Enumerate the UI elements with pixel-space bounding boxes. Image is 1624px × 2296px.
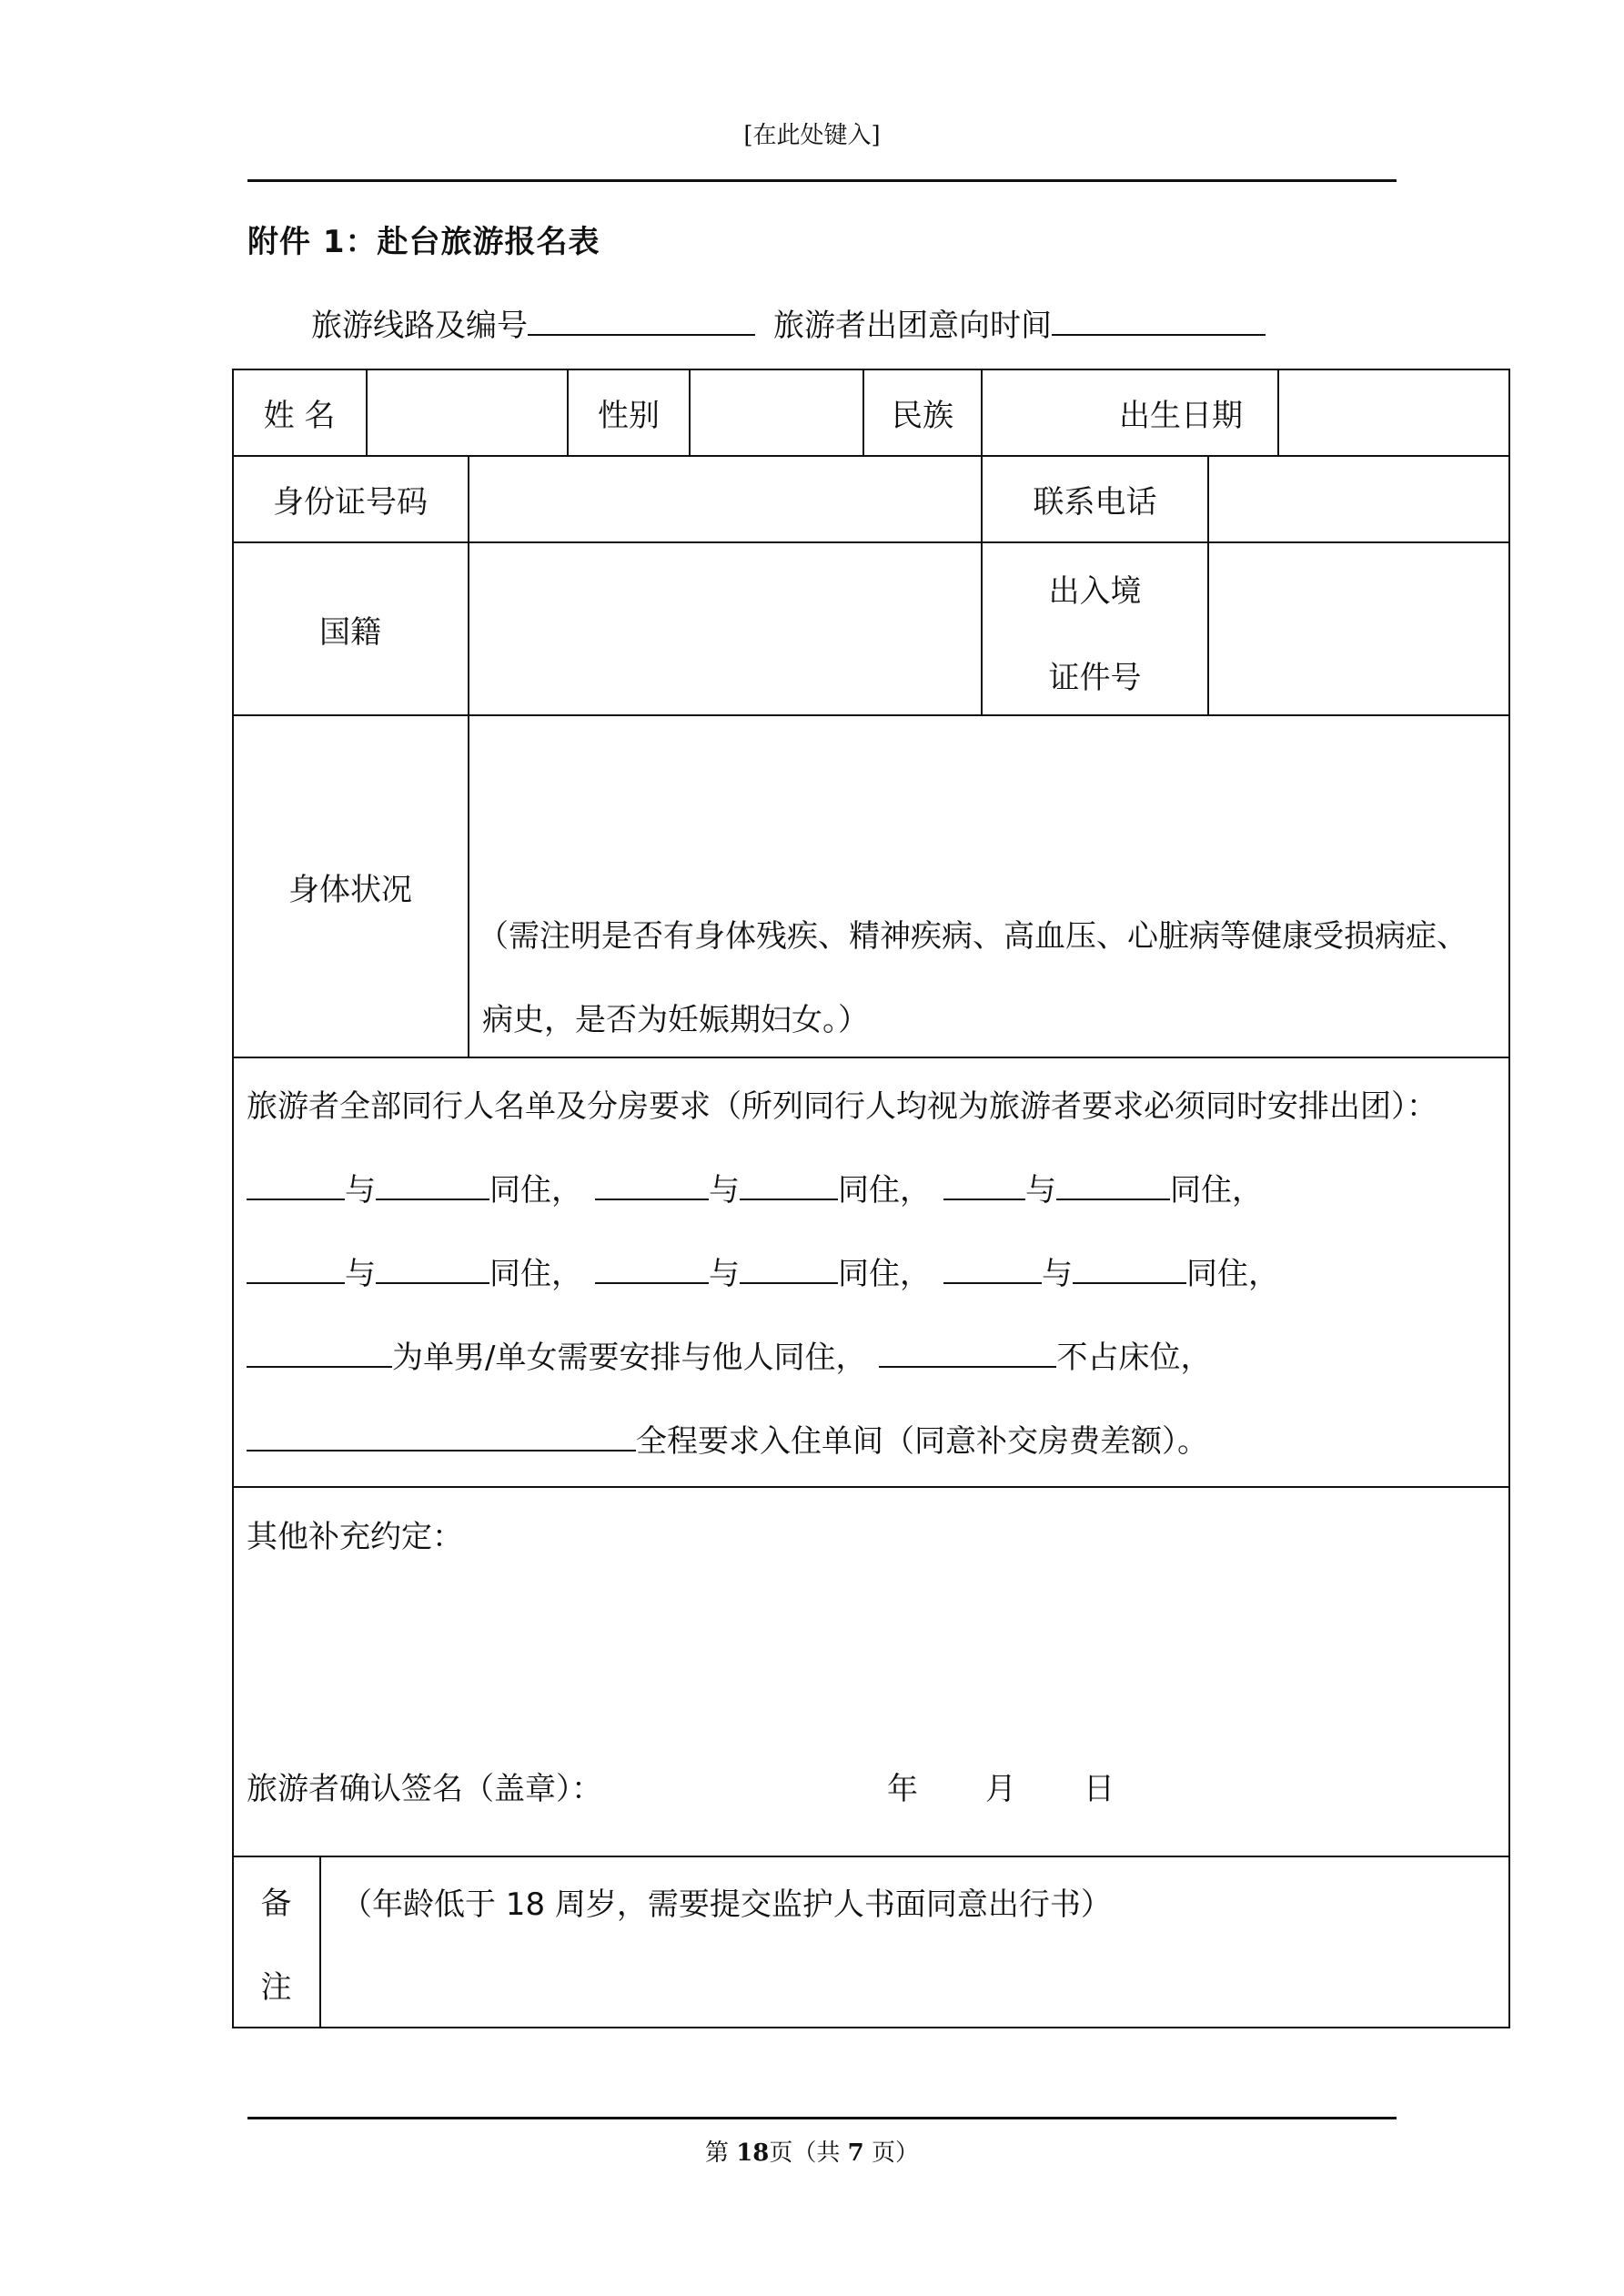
rooming-blank[interactable]	[376, 1168, 489, 1200]
with-text: 与	[1025, 1172, 1056, 1209]
health-note-line1: （需注明是否有身体残疾、精神疾病、高血压、心脏病等健康受损病症、	[478, 917, 1468, 955]
page-number: 18	[736, 2139, 770, 2167]
birth-date-label: 出生日期	[1119, 397, 1243, 434]
id-number-label: 身份证号码	[273, 484, 428, 521]
footer-suffix: 页）	[863, 2139, 920, 2167]
rooming-blank[interactable]	[1056, 1168, 1170, 1200]
single-room-text: 全程要求入住单间（同意补交房费差额）。	[636, 1423, 1208, 1460]
live-together-text: 同住，	[489, 1256, 582, 1292]
id-number-input[interactable]	[469, 456, 982, 542]
total-pages: 7	[847, 2139, 864, 2167]
gender-label: 性别	[598, 397, 660, 434]
rooming-line-2	[247, 1249, 1279, 1293]
registration-form	[232, 369, 1510, 2028]
no-bed-text: 不占床位，	[1056, 1340, 1212, 1376]
remarks-label-line1: 备	[260, 1885, 292, 1922]
departure-time-label: 旅游者出团意向时间	[773, 308, 1052, 344]
phone-label: 联系电话	[1033, 484, 1157, 521]
route-label: 旅游线路及编号	[311, 308, 528, 344]
departure-time-input[interactable]	[1052, 307, 1266, 336]
travel-doc-label-line1: 出入境	[1048, 572, 1142, 610]
with-text: 与	[345, 1172, 376, 1209]
rooming-blank[interactable]	[740, 1168, 838, 1200]
date-year: 年	[887, 1771, 918, 1807]
rooming-blank[interactable]	[740, 1251, 838, 1284]
name-label: 姓 名	[263, 397, 336, 434]
phone-input[interactable]	[1208, 456, 1510, 542]
with-text: 与	[709, 1172, 740, 1209]
health-note-line2: 病史，是否为妊娠期妇女。）	[482, 1001, 869, 1038]
live-together-text: 同住，	[838, 1172, 931, 1209]
form-title: 附件 1：赴台旅游报名表	[247, 224, 600, 260]
live-together-text: 同住，	[1186, 1256, 1279, 1292]
ethnicity-label: 民族	[892, 397, 953, 434]
single-traveler-blank[interactable]	[247, 1335, 392, 1368]
name-input[interactable]	[367, 369, 568, 456]
health-input[interactable]	[469, 715, 1510, 897]
nationality-label: 国籍	[319, 613, 381, 651]
header-rule	[247, 179, 1397, 182]
signature-label: 旅游者确认签名（盖章）：	[247, 1771, 602, 1807]
remarks-label-line2: 注	[260, 1968, 292, 2006]
rooming-blank[interactable]	[1073, 1251, 1186, 1284]
remarks-text: （年龄低于 18 周岁，需要提交监护人书面同意出行书）	[341, 1886, 1112, 1923]
nationality-input[interactable]	[469, 542, 982, 715]
no-bed-blank[interactable]	[879, 1335, 1056, 1368]
live-together-text: 同住，	[838, 1256, 931, 1292]
footer-rule	[247, 2117, 1397, 2119]
rooming-blank[interactable]	[595, 1168, 709, 1200]
with-text: 与	[1042, 1256, 1073, 1292]
gender-input[interactable]	[690, 369, 863, 456]
single-traveler-line	[247, 1332, 1211, 1377]
with-text: 与	[709, 1256, 740, 1292]
travel-doc-input[interactable]	[1208, 542, 1510, 715]
rooming-blank[interactable]	[943, 1168, 1025, 1200]
ethnicity-input[interactable]	[982, 369, 1084, 456]
companions-intro: 旅游者全部同行人名单及分房要求（所列同行人均视为旅游者要求必须同时安排出团）：	[247, 1088, 1437, 1125]
rooming-blank[interactable]	[247, 1251, 345, 1284]
rooming-line-1	[247, 1165, 1263, 1209]
page-header: [在此处键入]	[743, 122, 881, 149]
with-text: 与	[345, 1256, 376, 1292]
page-footer	[0, 2134, 1624, 2168]
live-together-text: 同住，	[1170, 1172, 1263, 1209]
footer-middle: 页（共	[769, 2139, 848, 2167]
other-agreements-label: 其他补充约定：	[247, 1519, 463, 1555]
footer-prefix: 第	[704, 2139, 737, 2167]
health-label: 身体状况	[288, 871, 412, 908]
other-agreements-input[interactable]	[232, 1552, 1510, 1734]
rooming-blank[interactable]	[595, 1251, 709, 1284]
rooming-blank[interactable]	[247, 1168, 345, 1200]
date-month: 月	[985, 1771, 1016, 1807]
live-together-text: 同住，	[489, 1172, 582, 1209]
rooming-blank[interactable]	[376, 1251, 489, 1284]
single-traveler-text: 为单男/单女需要安排与他人同住，	[392, 1340, 867, 1376]
single-room-blank[interactable]	[247, 1419, 636, 1451]
intro-line	[311, 300, 1266, 345]
route-input[interactable]	[528, 307, 755, 336]
date-day: 日	[1084, 1771, 1115, 1807]
rooming-blank[interactable]	[943, 1251, 1042, 1284]
birth-date-input[interactable]	[1278, 369, 1510, 456]
travel-doc-label-line2: 证件号	[1048, 659, 1142, 696]
single-room-line	[247, 1416, 1208, 1461]
